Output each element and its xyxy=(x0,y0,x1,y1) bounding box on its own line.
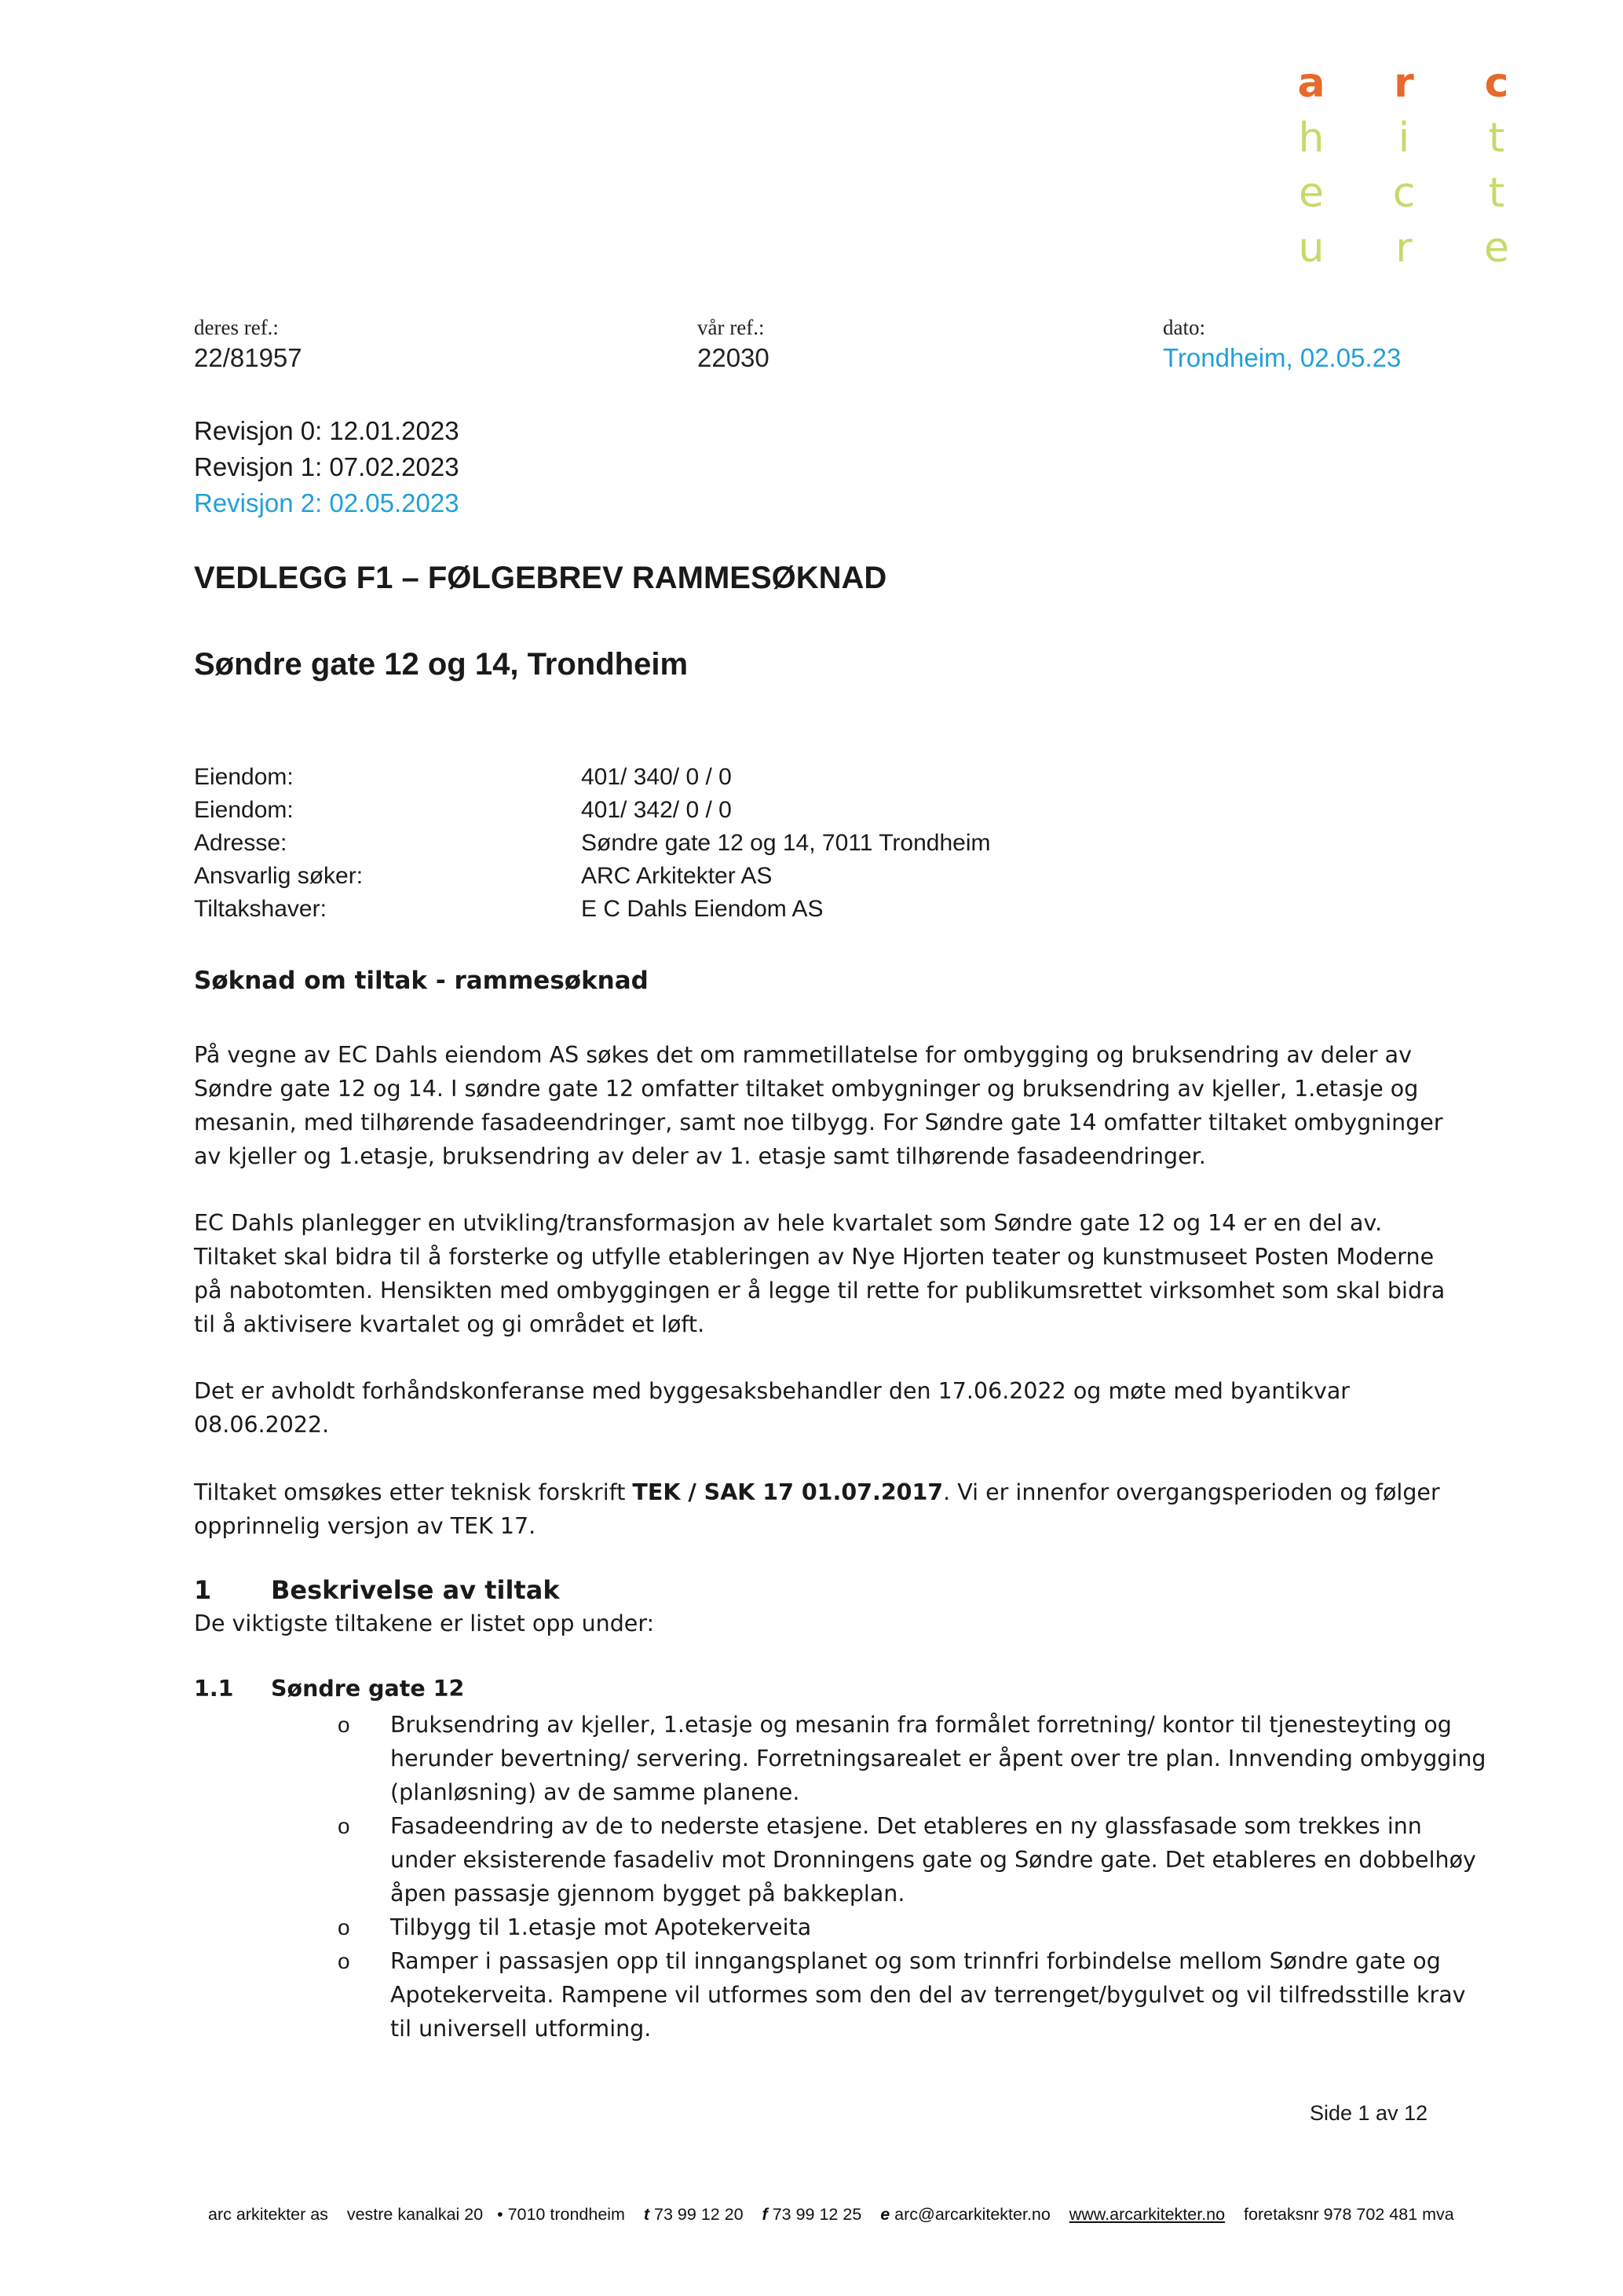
bullet-list xyxy=(338,1708,1492,2046)
footer-org-number: foretaksnr 978 702 481 mva xyxy=(1244,2205,1454,2224)
revision-0: Revisjon 0: 12.01.2023 xyxy=(194,416,459,445)
bullet-marker: o xyxy=(338,1949,350,1973)
logo-letter: r xyxy=(1394,60,1414,107)
list-item xyxy=(338,1708,1492,1809)
bullet-marker: o xyxy=(338,1814,350,1838)
property-value: 401/ 340/ 0 / 0 xyxy=(581,764,732,790)
logo-letter: a xyxy=(1297,60,1325,107)
paragraph-1: På vegne av EC Dahls eiendom AS søkes det om rammetillatelse for ombygging og bruksendring av deler av Søndre gate 12 og 14. I søndre gate 12 omfatter tiltaket ombygninger og bruksendring av kjeller, 1.etasje og mesanin, med tilhørende fasadeendringer, samt noe tilbygg. For Søndre gate 14 omfatter tiltaket ombygninger av kjeller og 1.etasje, bruksendring av deler av 1. etasje samt tilhørende fasadeendringer. xyxy=(194,1042,1443,1169)
footer-tel: 73 99 12 20 xyxy=(654,2205,744,2224)
var-ref-value: 22030 xyxy=(697,343,769,372)
logo-letter: t xyxy=(1488,170,1505,217)
list-item-text: Bruksendring av kjeller, 1.etasje og mesanin fra formålet forretning/ kontor til tjenesteyting og herunder bevertning/ servering. Forretningsarealet er åpent over tre plan. Innvending ombygging (planløsning) av de samme planene. xyxy=(390,1712,1486,1805)
list-item-text: Fasadeendring av de to nederste etasjene. Det etableres en ny glassfasade som trekkes inn under eksisterende fasadeliv mot Dronningens gate og Søndre gate. Det etableres en dobbelhøy åpen passasje gjennom bygget på bakkeplan. xyxy=(390,1813,1476,1907)
property-value: E C Dahls Eiendom AS xyxy=(581,896,824,922)
arc-logo xyxy=(1288,55,1523,275)
page-number: Side 1 av 12 xyxy=(1310,2101,1428,2125)
property-label: Adresse: xyxy=(194,830,287,856)
logo-letter: u xyxy=(1298,225,1325,272)
list-item xyxy=(338,1910,1492,1944)
section-heading: Søknad om tiltak - rammesøknad xyxy=(194,967,649,995)
logo-letter: e xyxy=(1299,170,1324,217)
footer-company: arc arkitekter as xyxy=(208,2205,328,2224)
property-value: ARC Arkitekter AS xyxy=(581,863,773,889)
paragraph-2: EC Dahls planlegger en utvikling/transformasjon av hele kvartalet som Søndre gate 12 og 14 er en del av. Tiltaket skal bidra til å forsterke og utfylle etableringen av Nye Hjorten teater og kunstmuseet Posten Moderne på nabotomten. Hensikten med ombyggingen er å legge til rette for publikumsrettet virksomhet som skal bidra til å aktivisere kvartalet og gi området et løft. xyxy=(194,1210,1446,1337)
footer-website-link[interactable]: www.arcarkitekter.no xyxy=(1069,2205,1226,2224)
list-item xyxy=(338,1809,1492,1910)
section-intro: De viktigste tiltakene er listet opp under: xyxy=(194,1610,655,1636)
subsection-number: 1.1 xyxy=(194,1676,234,1702)
list-item-text: Ramper i passasjen opp til inngangsplanet og som trinnfri forbindelse mellom Søndre gate og Apotekerveita. Rampene vil utformes som den del av terrenget/bygulvet og vil tilfredsstille krav til universell utforming. xyxy=(390,1948,1466,2042)
paragraph-4 xyxy=(194,1475,1466,1543)
dato-label: dato: xyxy=(1163,316,1205,339)
deres-ref-label: deres ref.: xyxy=(194,316,279,339)
logo-letter: i xyxy=(1398,115,1410,162)
document-subtitle: Søndre gate 12 og 14, Trondheim xyxy=(194,647,689,682)
bullet-marker: o xyxy=(338,1915,350,1940)
logo-letter: h xyxy=(1298,115,1325,162)
property-value: 401/ 342/ 0 / 0 xyxy=(581,797,732,823)
footer-email-link[interactable]: arc@arcarkitekter.no xyxy=(894,2205,1051,2224)
section-title: Beskrivelse av tiltak xyxy=(271,1575,560,1605)
footer-fax-label: f xyxy=(762,2205,768,2224)
revision-1: Revisjon 1: 07.02.2023 xyxy=(194,452,459,481)
footer-email-label: e xyxy=(880,2205,890,2224)
logo-letter: t xyxy=(1488,115,1505,162)
paragraph-4-bold: TEK / SAK 17 01.07.2017 xyxy=(632,1479,944,1505)
subsection-title: Søndre gate 12 xyxy=(271,1676,465,1702)
paragraph-3: Det er avholdt forhåndskonferanse med byggesaksbehandler den 17.06.2022 og møte med byantikvar 08.06.2022. xyxy=(194,1378,1350,1438)
var-ref-label: vår ref.: xyxy=(697,316,765,339)
property-label: Eiendom: xyxy=(194,764,294,790)
footer-postal: • 7010 trondheim xyxy=(497,2205,625,2224)
footer-tel-label: t xyxy=(643,2205,650,2224)
property-label: Ansvarlig søker: xyxy=(194,863,364,889)
deres-ref-value: 22/81957 xyxy=(194,343,302,372)
footer-fax: 73 99 12 25 xyxy=(772,2205,862,2224)
footer xyxy=(208,2205,1454,2225)
bullet-marker: o xyxy=(338,1713,350,1737)
section-number: 1 xyxy=(194,1575,212,1605)
revision-2: Revisjon 2: 02.05.2023 xyxy=(194,488,459,517)
logo-letter: c xyxy=(1392,170,1416,217)
logo-letter: r xyxy=(1395,225,1413,272)
footer-address: vestre kanalkai 20 xyxy=(346,2205,484,2224)
logo-letter: c xyxy=(1484,60,1509,107)
document-title: VEDLEGG F1 – FØLGEBREV RAMMESØKNAD xyxy=(194,561,887,595)
dato-value: Trondheim, 02.05.23 xyxy=(1163,343,1402,372)
paragraph-4-text-end: . Vi er innenfor overgangsperioden og følger opprinnelig versjon av TEK 17. xyxy=(194,1479,1440,1539)
list-item xyxy=(338,1944,1492,2046)
list-item-text: Tilbygg til 1.etasje mot Apotekerveita xyxy=(390,1914,812,1940)
logo-letter: e xyxy=(1484,225,1509,272)
property-value: Søndre gate 12 og 14, 7011 Trondheim xyxy=(581,830,991,856)
property-label: Tiltakshaver: xyxy=(194,896,327,922)
property-label: Eiendom: xyxy=(194,797,294,823)
paragraph-4-text: Tiltaket omsøkes etter teknisk forskrift xyxy=(194,1479,633,1505)
